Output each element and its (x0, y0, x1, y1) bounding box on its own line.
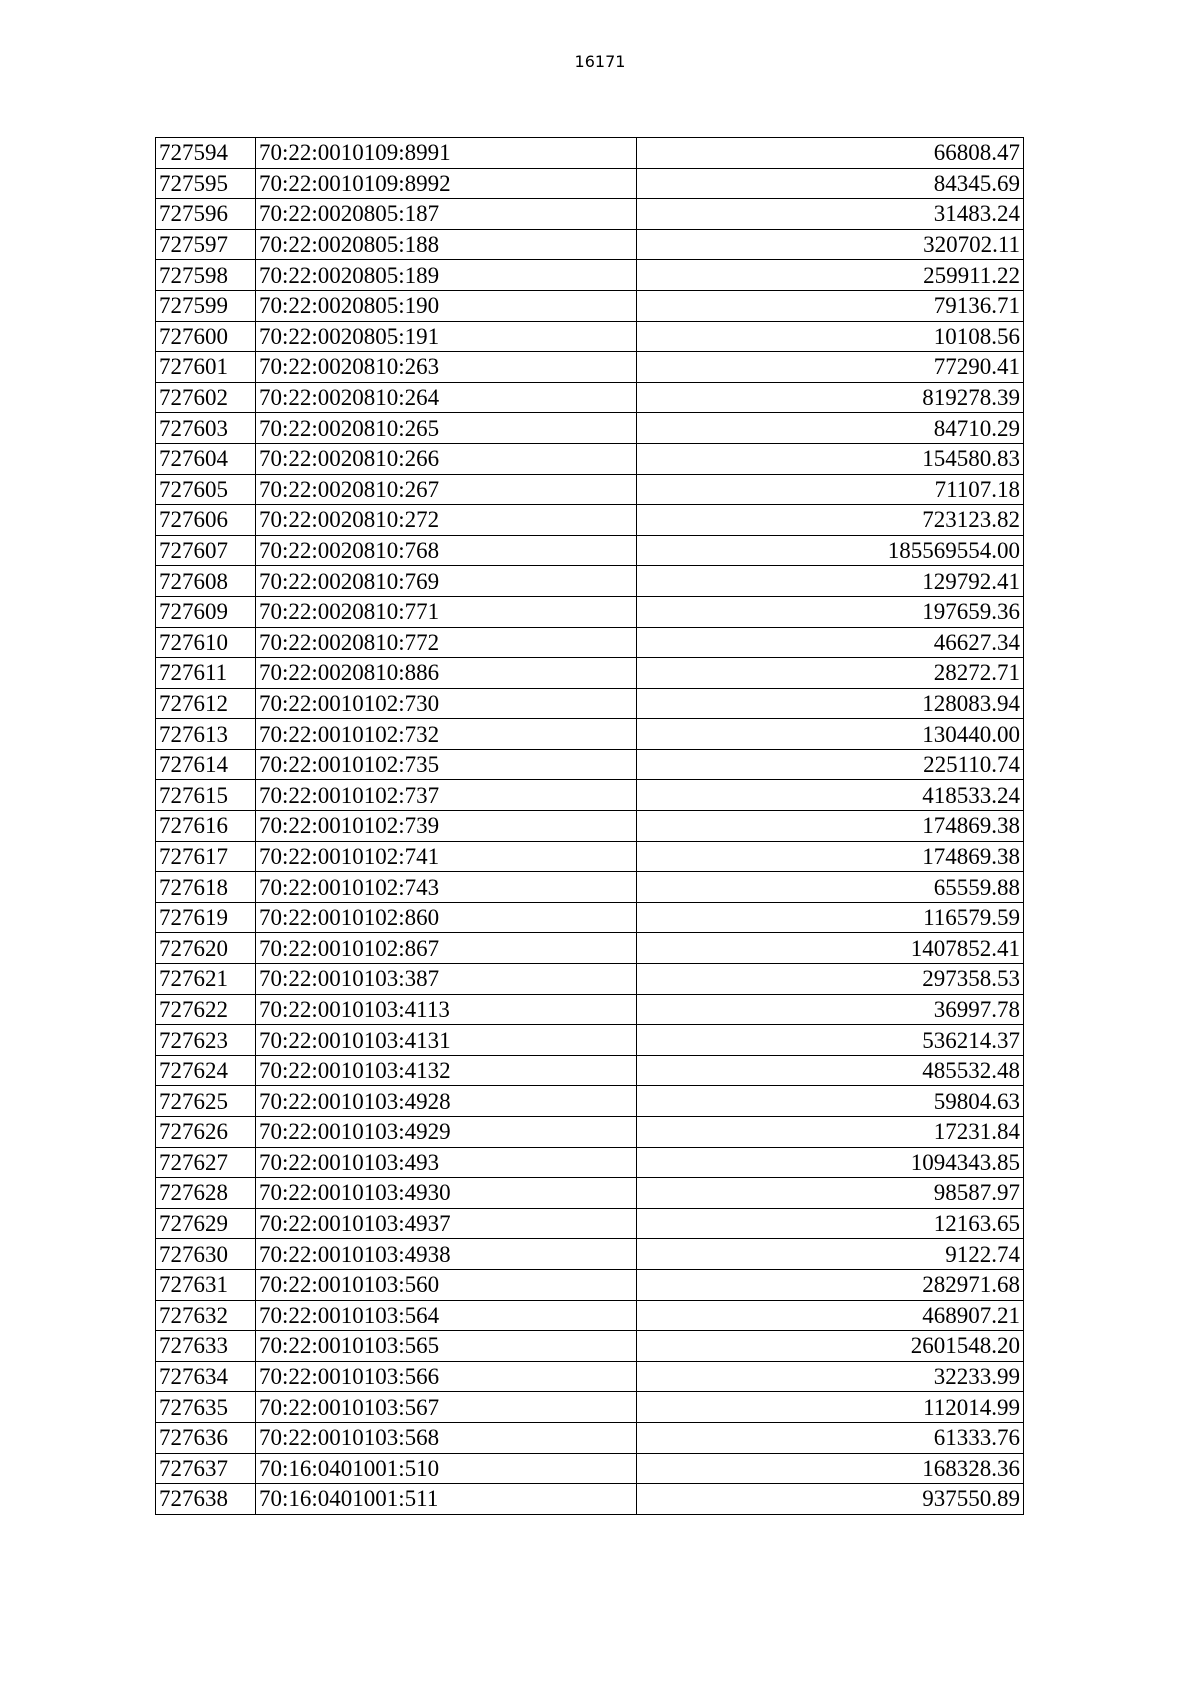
row-number-cell: 727598 (156, 260, 256, 291)
value-cell: 1094343.85 (637, 1147, 1024, 1178)
table-row (156, 596, 1024, 627)
value-cell: 65559.88 (637, 872, 1024, 903)
value-cell: 79136.71 (637, 290, 1024, 321)
cadastral-number-cell: 70:22:0020810:263 (256, 352, 637, 383)
cadastral-number-cell: 70:22:0010103:560 (256, 1269, 637, 1300)
value-cell: 9122.74 (637, 1239, 1024, 1270)
table-body (156, 138, 1024, 1515)
value-cell: 84710.29 (637, 413, 1024, 444)
page-number: 16171 (574, 52, 626, 71)
table-row (156, 780, 1024, 811)
table-row (156, 229, 1024, 260)
row-number-cell: 727594 (156, 138, 256, 169)
value-cell: 61333.76 (637, 1422, 1024, 1453)
value-cell: 485532.48 (637, 1055, 1024, 1086)
cadastral-number-cell: 70:22:0010103:4937 (256, 1208, 637, 1239)
table-row (156, 1117, 1024, 1148)
table-row (156, 994, 1024, 1025)
value-cell: 59804.63 (637, 1086, 1024, 1117)
table-row (156, 1300, 1024, 1331)
row-number-cell: 727602 (156, 382, 256, 413)
row-number-cell: 727599 (156, 290, 256, 321)
cadastral-number-cell: 70:22:0020810:266 (256, 443, 637, 474)
row-number-cell: 727607 (156, 535, 256, 566)
value-cell: 418533.24 (637, 780, 1024, 811)
cadastral-number-cell: 70:22:0020810:769 (256, 566, 637, 597)
cadastral-number-cell: 70:22:0010103:4938 (256, 1239, 637, 1270)
cadastral-number-cell: 70:22:0010103:567 (256, 1392, 637, 1423)
value-cell: 36997.78 (637, 994, 1024, 1025)
row-number-cell: 727605 (156, 474, 256, 505)
table-row (156, 199, 1024, 230)
cadastral-number-cell: 70:22:0010102:737 (256, 780, 637, 811)
table-row (156, 168, 1024, 199)
cadastral-number-cell: 70:22:0020810:265 (256, 413, 637, 444)
table-row (156, 1422, 1024, 1453)
value-cell: 937550.89 (637, 1484, 1024, 1515)
row-number-cell: 727618 (156, 872, 256, 903)
value-cell: 174869.38 (637, 841, 1024, 872)
value-cell: 168328.36 (637, 1453, 1024, 1484)
row-number-cell: 727633 (156, 1331, 256, 1362)
table-row (156, 535, 1024, 566)
value-cell: 31483.24 (637, 199, 1024, 230)
table-row (156, 474, 1024, 505)
cadastral-number-cell: 70:22:0010103:387 (256, 964, 637, 995)
value-cell: 197659.36 (637, 596, 1024, 627)
table-row (156, 1208, 1024, 1239)
value-cell: 98587.97 (637, 1178, 1024, 1209)
row-number-cell: 727600 (156, 321, 256, 352)
row-number-cell: 727608 (156, 566, 256, 597)
table-row (156, 872, 1024, 903)
cadastral-number-cell: 70:22:0010103:565 (256, 1331, 637, 1362)
cadastral-number-cell: 70:22:0010103:4929 (256, 1117, 637, 1148)
cadastral-number-cell: 70:22:0020810:267 (256, 474, 637, 505)
table-row (156, 1392, 1024, 1423)
row-number-cell: 727625 (156, 1086, 256, 1117)
value-cell: 17231.84 (637, 1117, 1024, 1148)
row-number-cell: 727636 (156, 1422, 256, 1453)
table-row (156, 413, 1024, 444)
value-cell: 77290.41 (637, 352, 1024, 383)
value-cell: 66808.47 (637, 138, 1024, 169)
cadastral-number-cell: 70:22:0020805:187 (256, 199, 637, 230)
cadastral-number-cell: 70:22:0010109:8991 (256, 138, 637, 169)
row-number-cell: 727601 (156, 352, 256, 383)
cadastral-number-cell: 70:22:0010102:743 (256, 872, 637, 903)
table-row (156, 382, 1024, 413)
row-number-cell: 727610 (156, 627, 256, 658)
row-number-cell: 727604 (156, 443, 256, 474)
value-cell: 1407852.41 (637, 933, 1024, 964)
value-cell: 10108.56 (637, 321, 1024, 352)
row-number-cell: 727617 (156, 841, 256, 872)
table-row (156, 352, 1024, 383)
table-row (156, 260, 1024, 291)
row-number-cell: 727626 (156, 1117, 256, 1148)
data-table (155, 137, 1024, 1515)
cadastral-number-cell: 70:22:0020810:264 (256, 382, 637, 413)
cadastral-number-cell: 70:22:0020805:191 (256, 321, 637, 352)
row-number-cell: 727597 (156, 229, 256, 260)
table-row (156, 933, 1024, 964)
table-row (156, 505, 1024, 536)
value-cell: 71107.18 (637, 474, 1024, 505)
table-row (156, 138, 1024, 169)
row-number-cell: 727612 (156, 688, 256, 719)
table-row (156, 811, 1024, 842)
cadastral-number-cell: 70:22:0020810:886 (256, 658, 637, 689)
row-number-cell: 727638 (156, 1484, 256, 1515)
value-cell: 129792.41 (637, 566, 1024, 597)
table-row (156, 1331, 1024, 1362)
cadastral-number-cell: 70:22:0010102:867 (256, 933, 637, 964)
table-row (156, 1147, 1024, 1178)
cadastral-number-cell: 70:22:0010103:564 (256, 1300, 637, 1331)
value-cell: 12163.65 (637, 1208, 1024, 1239)
value-cell: 128083.94 (637, 688, 1024, 719)
row-number-cell: 727619 (156, 902, 256, 933)
value-cell: 185569554.00 (637, 535, 1024, 566)
cadastral-number-cell: 70:22:0010102:735 (256, 749, 637, 780)
row-number-cell: 727631 (156, 1269, 256, 1300)
value-cell: 2601548.20 (637, 1331, 1024, 1362)
table-row (156, 902, 1024, 933)
row-number-cell: 727595 (156, 168, 256, 199)
row-number-cell: 727606 (156, 505, 256, 536)
row-number-cell: 727637 (156, 1453, 256, 1484)
cadastral-number-cell: 70:22:0020810:772 (256, 627, 637, 658)
cadastral-number-cell: 70:22:0010103:566 (256, 1361, 637, 1392)
table-row (156, 688, 1024, 719)
row-number-cell: 727613 (156, 719, 256, 750)
table-row (156, 566, 1024, 597)
value-cell: 28272.71 (637, 658, 1024, 689)
row-number-cell: 727624 (156, 1055, 256, 1086)
table-row (156, 658, 1024, 689)
value-cell: 320702.11 (637, 229, 1024, 260)
table-row (156, 627, 1024, 658)
table-row (156, 443, 1024, 474)
cadastral-number-cell: 70:22:0010103:4928 (256, 1086, 637, 1117)
row-number-cell: 727620 (156, 933, 256, 964)
row-number-cell: 727623 (156, 1025, 256, 1056)
cadastral-number-cell: 70:22:0020810:272 (256, 505, 637, 536)
row-number-cell: 727634 (156, 1361, 256, 1392)
row-number-cell: 727635 (156, 1392, 256, 1423)
row-number-cell: 727614 (156, 749, 256, 780)
table-row (156, 1025, 1024, 1056)
value-cell: 174869.38 (637, 811, 1024, 842)
value-cell: 154580.83 (637, 443, 1024, 474)
table-row (156, 719, 1024, 750)
cadastral-number-cell: 70:16:0401001:511 (256, 1484, 637, 1515)
row-number-cell: 727596 (156, 199, 256, 230)
row-number-cell: 727616 (156, 811, 256, 842)
table-row (156, 321, 1024, 352)
cadastral-number-cell: 70:22:0010109:8992 (256, 168, 637, 199)
value-cell: 723123.82 (637, 505, 1024, 536)
row-number-cell: 727629 (156, 1208, 256, 1239)
value-cell: 46627.34 (637, 627, 1024, 658)
cadastral-number-cell: 70:22:0010103:4131 (256, 1025, 637, 1056)
cadastral-number-cell: 70:16:0401001:510 (256, 1453, 637, 1484)
cadastral-number-cell: 70:22:0010102:732 (256, 719, 637, 750)
value-cell: 130440.00 (637, 719, 1024, 750)
row-number-cell: 727603 (156, 413, 256, 444)
cadastral-number-cell: 70:22:0010103:4132 (256, 1055, 637, 1086)
table-row (156, 1453, 1024, 1484)
row-number-cell: 727630 (156, 1239, 256, 1270)
table-row (156, 841, 1024, 872)
cadastral-number-cell: 70:22:0020805:190 (256, 290, 637, 321)
cadastral-number-cell: 70:22:0010103:568 (256, 1422, 637, 1453)
row-number-cell: 727609 (156, 596, 256, 627)
row-number-cell: 727615 (156, 780, 256, 811)
table-row (156, 290, 1024, 321)
cadastral-number-cell: 70:22:0010102:860 (256, 902, 637, 933)
cadastral-number-cell: 70:22:0020805:188 (256, 229, 637, 260)
cadastral-number-cell: 70:22:0010103:493 (256, 1147, 637, 1178)
table-row (156, 1178, 1024, 1209)
cadastral-number-cell: 70:22:0010102:730 (256, 688, 637, 719)
row-number-cell: 727611 (156, 658, 256, 689)
table-row (156, 1269, 1024, 1300)
row-number-cell: 727621 (156, 964, 256, 995)
table-row (156, 964, 1024, 995)
table-row (156, 1055, 1024, 1086)
table-row (156, 1361, 1024, 1392)
cadastral-number-cell: 70:22:0020805:189 (256, 260, 637, 291)
cadastral-number-cell: 70:22:0020810:768 (256, 535, 637, 566)
value-cell: 259911.22 (637, 260, 1024, 291)
row-number-cell: 727622 (156, 994, 256, 1025)
value-cell: 225110.74 (637, 749, 1024, 780)
row-number-cell: 727628 (156, 1178, 256, 1209)
value-cell: 32233.99 (637, 1361, 1024, 1392)
value-cell: 468907.21 (637, 1300, 1024, 1331)
table-row (156, 1484, 1024, 1515)
table-row (156, 1239, 1024, 1270)
table-row (156, 1086, 1024, 1117)
value-cell: 297358.53 (637, 964, 1024, 995)
cadastral-number-cell: 70:22:0010103:4113 (256, 994, 637, 1025)
cadastral-number-cell: 70:22:0010102:741 (256, 841, 637, 872)
value-cell: 282971.68 (637, 1269, 1024, 1300)
value-cell: 116579.59 (637, 902, 1024, 933)
row-number-cell: 727627 (156, 1147, 256, 1178)
cadastral-number-cell: 70:22:0020810:771 (256, 596, 637, 627)
table-row (156, 749, 1024, 780)
value-cell: 819278.39 (637, 382, 1024, 413)
cadastral-number-cell: 70:22:0010103:4930 (256, 1178, 637, 1209)
cadastral-number-cell: 70:22:0010102:739 (256, 811, 637, 842)
row-number-cell: 727632 (156, 1300, 256, 1331)
value-cell: 112014.99 (637, 1392, 1024, 1423)
value-cell: 536214.37 (637, 1025, 1024, 1056)
value-cell: 84345.69 (637, 168, 1024, 199)
